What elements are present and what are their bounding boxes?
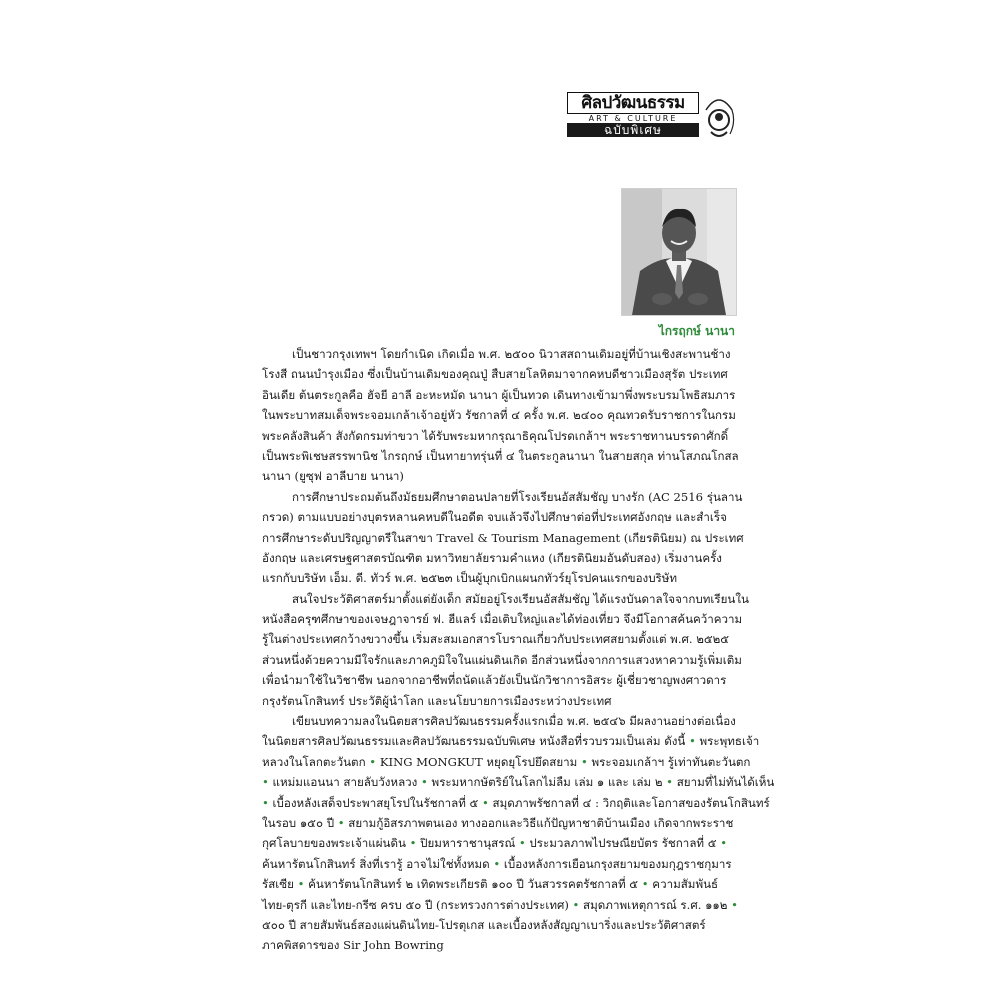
bullet-dot: • [262,775,269,790]
author-name: ไกรฤกษ์ นานา [658,324,735,338]
text-line: การศึกษาประถมต้นถึงมัธยมศึกษาตอนปลายที่โรงเรียนอัสสัมชัญ บางรัก (AC 2516 รุ่นลาน [292,489,743,504]
text-line: กุศโลบายของพระเจ้าแผ่นดิน • ปิยมหาราชานุสรณ์ • ประมวลภาพไปรษณียบัตร รัชกาลที่ ๕ • [262,836,728,851]
bullet-dot: • [641,877,649,892]
text-line: ๕๐๐ ปี สายสัมพันธ์สองแผ่นดินไทย-โปรตุเกส และเบื้องหลังสัญญาเบาริ่งและประวัติศาสตร์ [262,917,706,932]
bullet-dot: • [337,815,345,830]
text-line: • แหม่มแอนนา สายลับวังหลวง • พระมหากษัตริย์ในโลกไม่ลืม เล่ม ๑ และ เล่ม ๒ • สยามที่ไม่ทันได้เห็น [262,775,775,790]
bullet-dot: • [409,836,417,851]
text-line: ในนิตยสารศิลปวัฒนธรรมและศิลปวัฒนธรรมฉบับพิเศษ หนังสือที่รวบรวมเป็นเล่ม ดังนี้ • พระพุทธเจ้า [262,734,760,749]
bullet-dot: • [580,754,588,769]
biography-text [262,344,775,956]
text-line: การศึกษาระดับปริญญาตรีในสาขา Travel & Tourism Management (เกียรตินิยม) ณ ประเทศ [262,530,744,545]
bullet-dot: • [518,836,526,851]
text-line: กรุงรัตนโกสินทร์ ประวัติผู้นำโลก และนโยบายการเมืองระหว่างประเทศ [262,693,612,708]
text-line: เพื่อนำมาใช้ในวิชาชีพ นอกจากอาชีพที่ถนัดแล้วยังเป็นนักวิชาการอิสระ ผู้เชี่ยวชาญพงศาวดาร [262,673,727,688]
magazine-logo [567,92,699,136]
text-line: อังกฤษ และเศรษฐศาสตรบัณฑิต มหาวิทยาลัยรามคำแหง (เกียรตินิยมอันดับสอง) เริ่มงานครั้ง [262,550,722,565]
bullet-dot: • [421,775,428,790]
text-line: หลวงในโลกตะวันตก • KING MONGKUT หยุดยุโรปยึดสยาม • พระจอมเกล้าฯ รู้เท่าทันตะวันตก [262,754,751,769]
bullet-dot: • [666,775,674,790]
text-line: เขียนบทความลงในนิตยสารศิลปวัฒนธรรมครั้งแรกเมื่อ พ.ศ. ๒๕๔๖ มีผลงานอย่างต่อเนื่อง [292,714,736,729]
text-line: ส่วนหนึ่งด้วยความมีใจรักและภาคภูมิใจในแผ่นดินเกิด อีกส่วนหนึ่งจากการแสวงหาความรู้เพิ่มเติม [262,652,742,667]
text-line: ในพระบาทสมเด็จพระจอมเกล้าเจ้าอยู่หัว รัชกาลที่ ๔ ครั้ง พ.ศ. ๒๔๐๐ คุณทวดรับราชการในกรม [262,408,736,423]
text-line: เป็นพระพิเชษสรรพานิช ไกรฤกษ์ เป็นทายาทรุ่นที่ ๔ ในตระกูลนานา ในสายสกุล ท่านโสภณโกสล [262,448,739,463]
logo-subtitle: ART & CULTURE [588,114,678,123]
text-line: ไทย-ตุรกี และไทย-กรีซ ครบ ๕๐ ปี (กระทรวงการต่างประเทศ) • สมุดภาพเหตุการณ์ ร.ศ. ๑๑๒ • [262,897,738,912]
text-line: นานา (ยูซุฟ อาลีบาย นานา) [262,469,404,484]
text-line: เป็นชาวกรุงเทพฯ โดยกำเนิด เกิดเมื่อ พ.ศ. ๒๕๐๐ นิวาสสถานเดิมอยู่ที่บ้านเชิงสะพานช้าง [292,347,731,361]
text-line: แรกกับบริษัท เอ็ม. ดี. ทัวร์ พ.ศ. ๒๕๒๓ เป็นผู้บุกเบิกแผนกทัวร์ยุโรปคนแรกของบริษัท [262,571,678,586]
paragraph-3 [262,589,749,711]
paragraph-1 [262,344,740,487]
bullet-dot: • [297,877,305,892]
paragraph-2 [262,487,744,589]
text-line: โรงสี ถนนบำรุงเมือง ซึ่งเป็นบ้านเดิมของคุณปู่ สืบสายโลหิตมาจากคหบดีชาวเมืองสุรัต ประเทศ [262,367,728,382]
text-line: รัสเซีย • ค้นหารัตนโกสินทร์ ๒ เทิดพระเกียรติ ๑๐๐ ปี วันสวรรคตรัชกาลที่ ๕ • ความสัมพันธ์ [262,877,719,892]
text-line: ค้นหารัตนโกสินทร์ สิ่งที่เรารู้ อาจไม่ใช่ทั้งหมด • เบื้องหลังการเยือนกรุงสยามของมกุฎราชกุมาร [262,856,732,871]
bullet-dot: • [262,795,269,810]
text-line: รู้ในต่างประเทศกว้างขวางขึ้น เริ่มสะสมเอกสารโบราณเกี่ยวกับประเทศสยามตั้งแต่ พ.ศ. ๒๕๒๕ [262,632,730,647]
bullet-dot: • [493,856,501,871]
logo-edition: ฉบับพิเศษ [567,123,699,137]
text-line: ภาคพิสดารของ Sir John Bowring [262,938,444,953]
bullet-dot: • [572,897,580,912]
paragraph-4 [262,711,775,956]
text-line: อินเดีย ต้นตระกูลคือ ฮัจยี อาลี อะหะหมัด นานา ผู้เป็นทวด เดินทางเข้ามาพึ่งพระบรมโพธิสมภาร [262,387,736,402]
text-line: สนใจประวัติศาสตร์มาตั้งแต่ยังเด็ก สมัยอยู่โรงเรียนอัสสัมชัญ ได้แรงบันดาลใจจากบทเรียนใน [292,591,749,606]
bullet-dot: • [720,836,728,851]
text-line: • เบื้องหลังเสด็จประพาสยุโรปในรัชกาลที่ ๕ • สมุดภาพรัชกาลที่ ๔ : วิกฤติและโอกาสของรัตนโกสินทร์ [262,795,770,810]
text-line: กรวด) ตามแบบอย่างบุตรหลานคหบดีในอดีต จบแล้วจึงไปศึกษาต่อที่ประเทศอังกฤษ และสำเร็จ [262,510,727,525]
text-line: หนังสือครุฑศึกษาของเจษฎาจารย์ ฟ. ฮีแลร์ เมื่อเติบใหญ่และได้ท่องเที่ยว จึงมีโอกาสค้นคว้าความ [262,612,743,627]
bullet-dot: • [482,795,489,810]
bullet-dot: • [689,734,696,749]
logo-title: ศิลปวัฒนธรรม [567,92,699,114]
publisher-stamp-icon [702,90,736,142]
bullet-dot: • [369,754,377,769]
bullet-dot: • [731,897,738,912]
author-portrait-icon [622,189,736,315]
text-line: พระคลังสินค้า สังกัดกรมท่าขวา ได้รับพระมหากรุณาธิคุณโปรดเกล้าฯ พระราชทานบรรดาศักดิ์ [262,428,729,443]
text-line: ในรอบ ๑๕๐ ปี • สยามกู้อิสรภาพตนเอง ทางออกและวิธีแก้ปัญหาชาติบ้านเมือง เกิดจากพระราช [262,815,734,830]
author-photo [621,188,737,316]
